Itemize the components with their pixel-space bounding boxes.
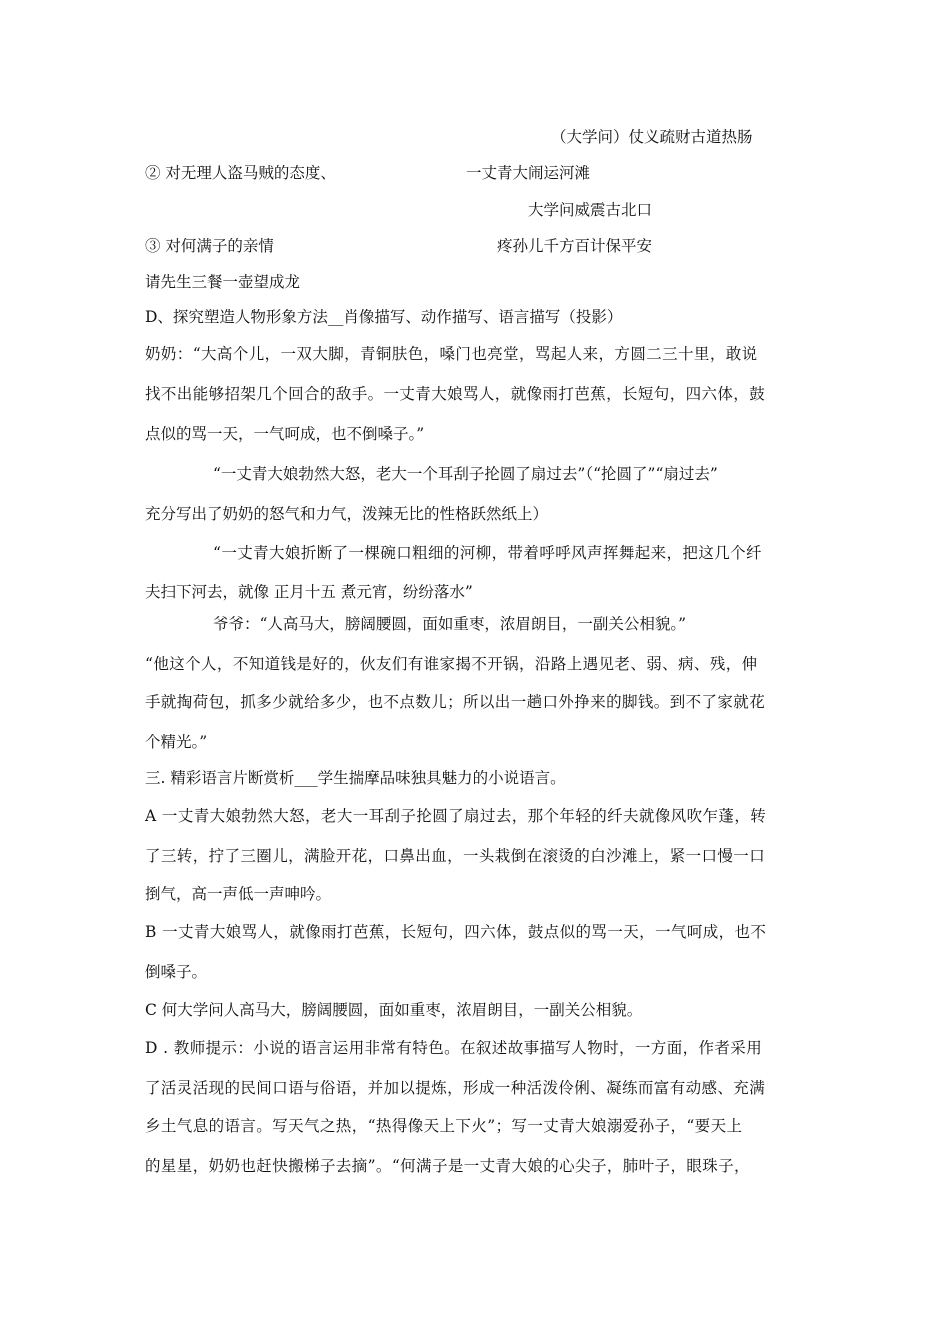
- text-line: 夫扫下河去，就像 正月十五 煮元宵，纷纷落水”: [145, 583, 473, 601]
- text-line: A 一丈青大娘勃然大怒，老大一耳刮子抡圆了扇过去，那个年轻的纤夫就像风吹乍蓬，转: [145, 807, 767, 825]
- text-line: 充分写出了奶奶的怒气和力气，泼辣无比的性格跃然纸上）: [145, 505, 549, 523]
- text-line: 倒嗓子。: [145, 963, 208, 981]
- text-line: 大学问威震古北口: [528, 201, 653, 219]
- text-line: 奶奶：“大高个儿，一双大脚，青铜肤色，嗓门也亮堂，骂起人来，方圆二三十里，敢说: [145, 345, 758, 363]
- section-heading: D、探究塑造人物形象方法__肖像描写、动作描写、语言描写（投影）: [145, 308, 623, 326]
- text-line: 请先生三餐一壶望成龙: [145, 273, 301, 291]
- text-line: 爷爷：“人高马大，膀阔腰圆，面如重枣，浓眉朗目，一副关公相貌。”: [213, 615, 687, 633]
- text-line: 的星星，奶奶也赶快搬梯子去摘”。“何满子是一丈青大娘的心尖子，肺叶子，眼珠子，: [145, 1157, 750, 1175]
- text-line: C 何大学问人高马大，膀阔腰圆，面如重枣，浓眉朗目，一副关公相貌。: [145, 1001, 643, 1019]
- text-line: （大学问）仗义疏财古道热肠: [551, 128, 753, 146]
- text-line: 乡土气息的语言。写天气之热，“热得像天上下火”；写一丈青大娘溺爱孙子，“要天上: [145, 1117, 743, 1135]
- text-line: 一丈青大闹运河滩: [466, 164, 591, 182]
- text-line: “一丈青大娘勃然大怒，老大一个耳刮子抡圆了扇过去”（“抡圆了”“扇过去”: [213, 465, 718, 483]
- text-line: 疼孙儿千方百计保平安: [497, 237, 653, 255]
- text-line: “一丈青大娘折断了一棵碗口粗细的河柳，带着呼呼风声挥舞起来，把这几个纤: [213, 544, 762, 562]
- text-line: 点似的骂一天，一气呵成，也不倒嗓子。”: [145, 425, 425, 443]
- text-line: 了活灵活现的民间口语与俗语，并加以提炼，形成一种活泼伶俐、凝练而富有动感、充满: [145, 1079, 766, 1097]
- text-line: 手就掏荷包，抓多少就给多少，也不点数儿；所以出一趟口外挣来的脚钱。到不了家就花: [145, 693, 766, 711]
- text-line: 找不出能够招架几个回合的敌手。一丈青大娘骂人，就像雨打芭蕉，长短句，四六体，鼓: [145, 385, 766, 403]
- text-line: 个精光。”: [145, 733, 208, 751]
- text-line: D . 教师提示：小说的语言运用非常有特色。在叙述故事描写人物时，一方面，作者采用: [145, 1039, 763, 1057]
- text-line: B 一丈青大娘骂人，就像雨打芭蕉，长短句，四六体，鼓点似的骂一天，一气呵成，也不: [145, 923, 767, 941]
- text-line: ② 对无理人盗马贼的态度、: [145, 164, 336, 182]
- text-line: “他这个人，不知道钱是好的，伙友们有谁家揭不开锅，沿路上遇见老、弱、病、残，伸: [145, 655, 758, 673]
- text-line: 了三转，拧了三圈儿，满脸开花，口鼻出血，一头栽倒在滚烫的白沙滩上，紧一口慢一口: [145, 847, 766, 865]
- text-line: 捯气，高一声低一声呻吟。: [145, 885, 332, 903]
- section-heading: 三. 精彩语言片断赏析___学生揣摩品味独具魅力的小说语言。: [145, 769, 566, 787]
- text-line: ③ 对何满子的亲情: [145, 237, 274, 255]
